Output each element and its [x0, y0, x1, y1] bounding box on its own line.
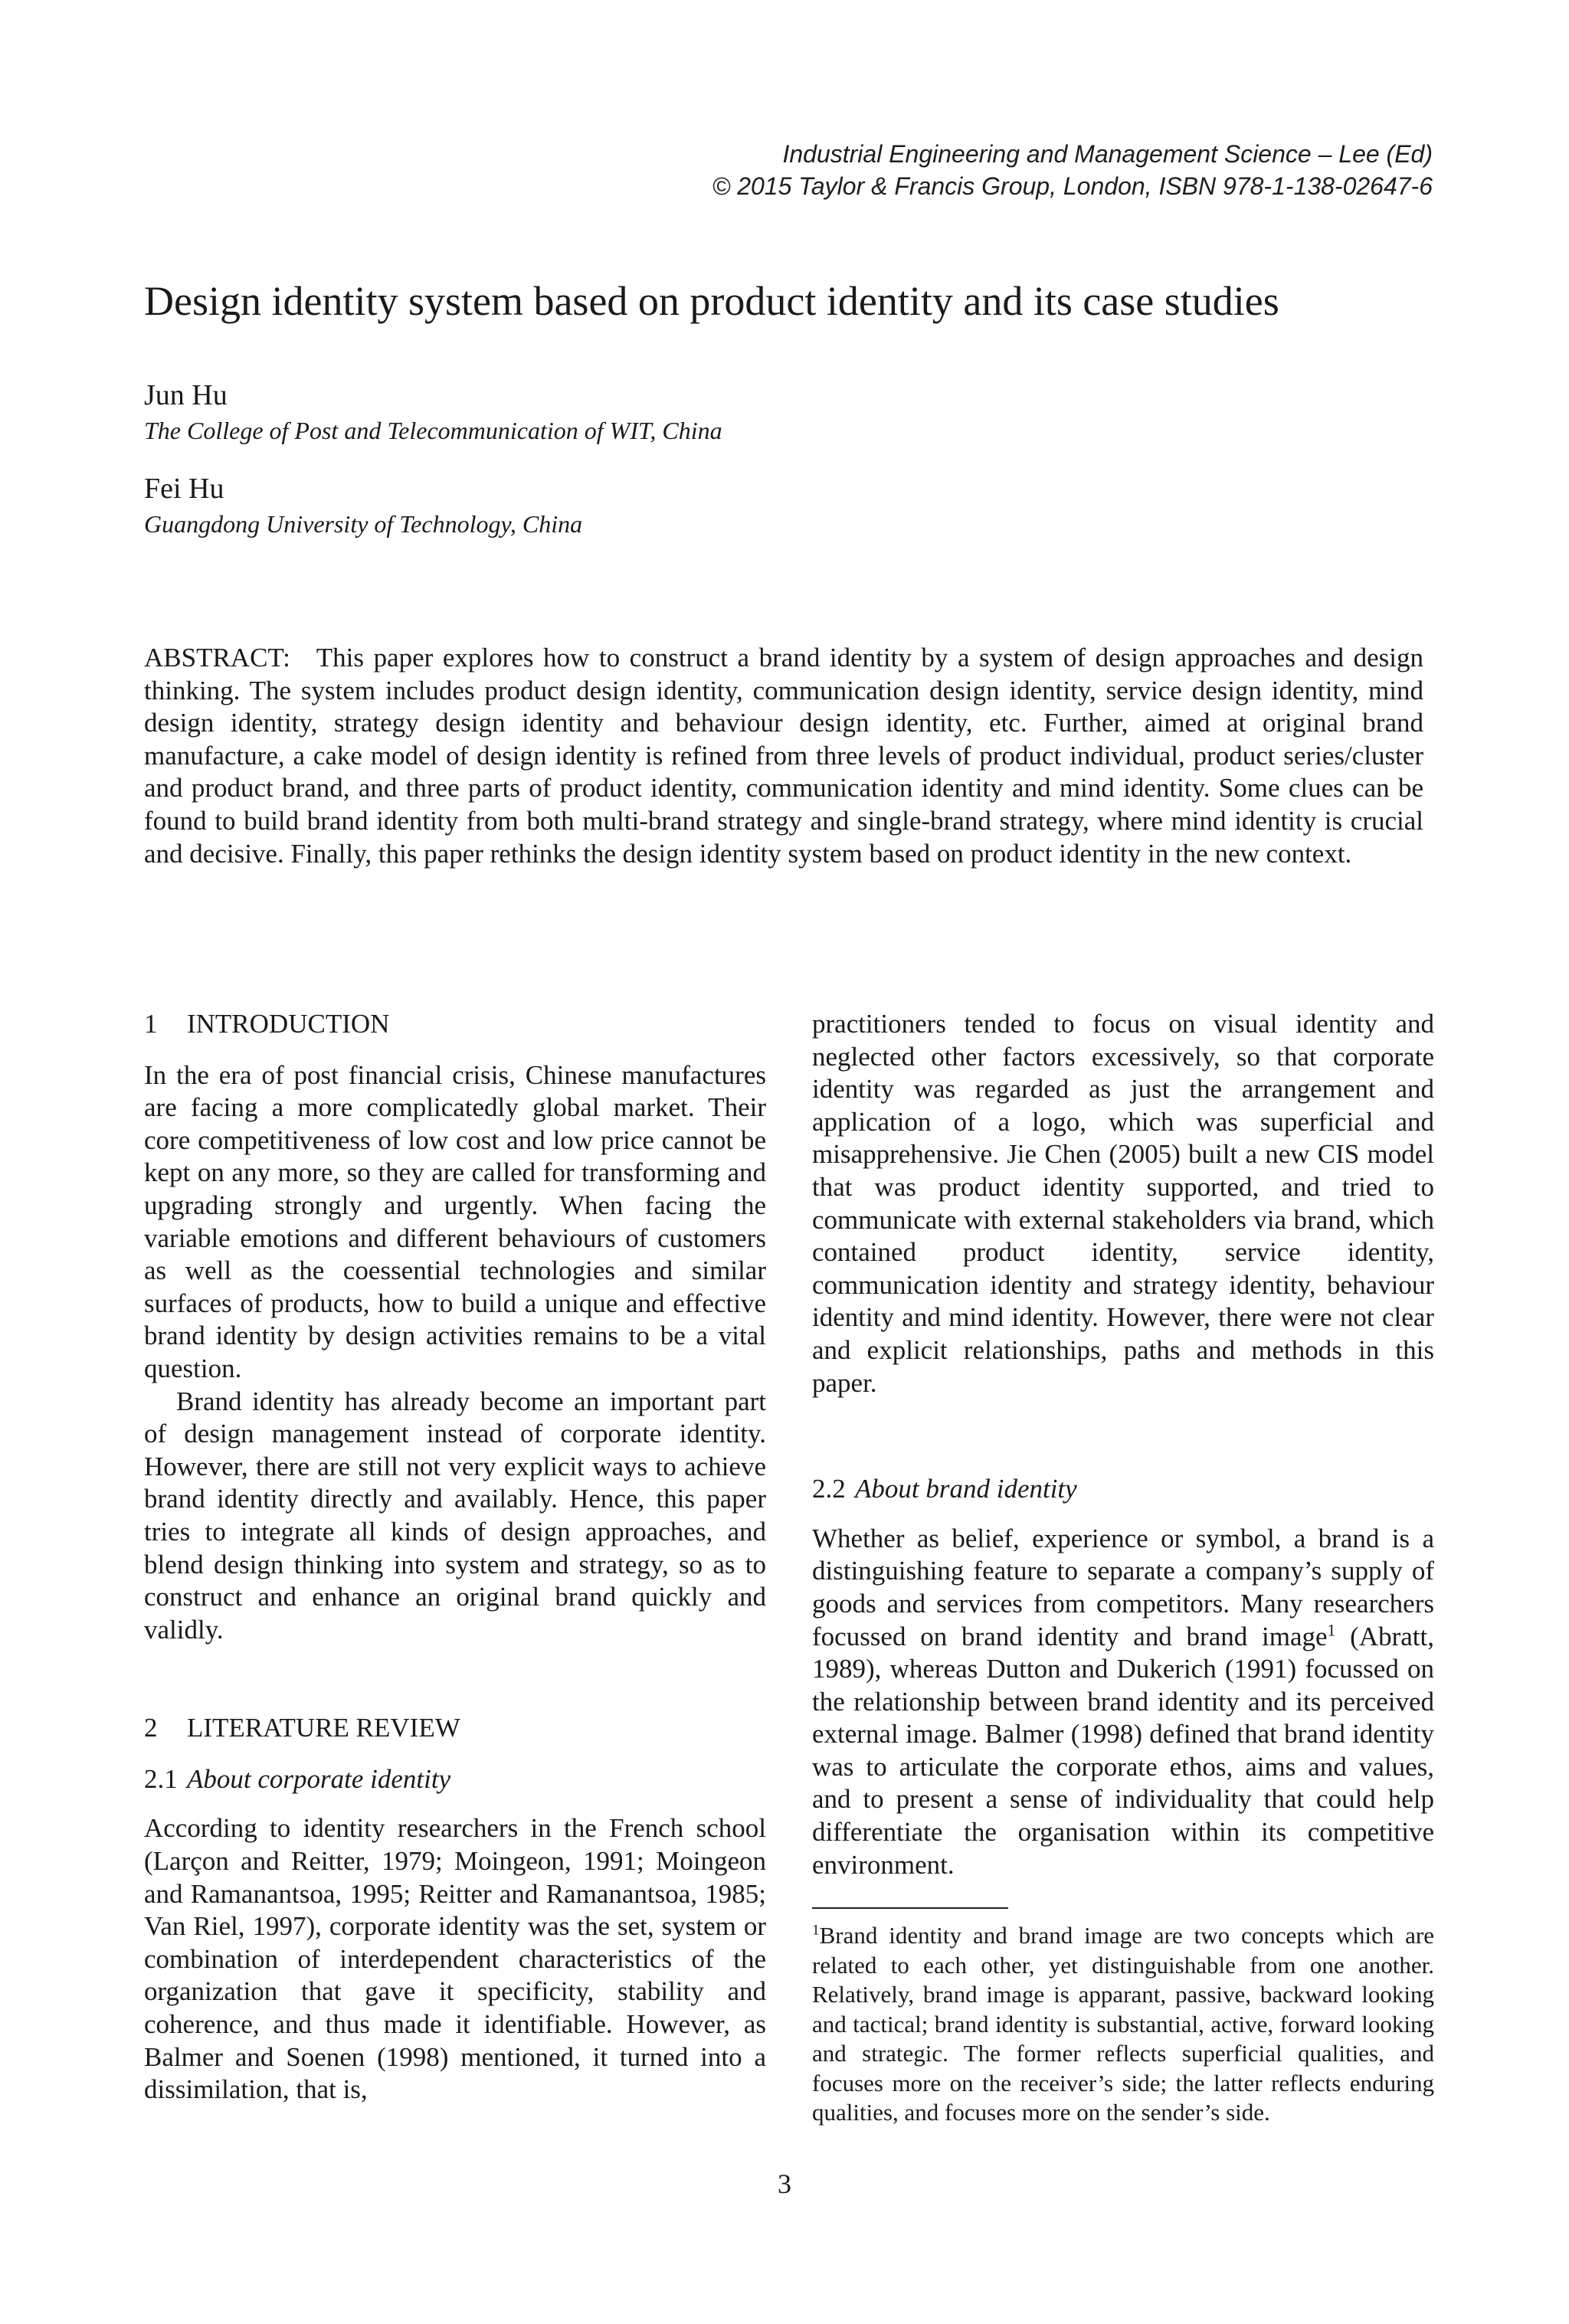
subsection-title: About brand identity: [855, 1474, 1077, 1504]
author-affiliation-1: The College of Post and Telecommunication of WIT, China: [144, 417, 722, 444]
brand-identity-text-a: Whether as belief, experience or symbol, a brand is a distinguishing feature to separate a company’s supply of goods and services from competitors. Many researchers focussed on brand identity and brand image: [812, 1523, 1434, 1651]
right-column: [812, 1008, 1434, 2128]
footnote-text: Brand identity and brand image are two concepts which are related to each other, yet distinguishable from one another. Relatively, brand image is apparant, passive, backward looking and tactical; brand identity is substantial, active, forward looking and strategic. The former reflects superficial qualities, and focuses more on the receiver’s side; the latter reflects enduring qualities, and focuses more on the sender’s side.: [812, 1922, 1434, 2126]
section-heading-introduction: [144, 1008, 766, 1041]
footnote-marker: 1: [812, 1922, 820, 1939]
section-heading-literature-review: [144, 1712, 766, 1745]
page-number: 3: [778, 2169, 791, 2199]
section-title: INTRODUCTION: [187, 1009, 390, 1039]
author-name-1: Jun Hu: [144, 379, 228, 411]
subsection-number: 2.1: [144, 1763, 178, 1794]
subsection-title: About corporate identity: [187, 1763, 451, 1794]
left-column: [144, 1008, 766, 2106]
corporate-identity-paragraph: According to identity researchers in the French school (Larçon and Reitter, 1979; Moingeon, 1991; Moingeon and Ramanantsoa, 1995; Reitter and Ramanantsoa, 1985; Van Riel, 1997), corporate identity was the set, system or combination of interdependent characteristics of the organization that gave it specificity, stability and coherence, and thus made it identifiable. However, as Balmer and Soenen (1998) mentioned, it turned into a dissimilation, that is,: [144, 1813, 766, 2105]
corporate-identity-paragraph-continued: practitioners tended to focus on visual identity and neglected other factors excessively, so that corporate identity was regarded as just the arrangement and application of a logo, which was superficial and misapprehensive. Jie Chen (2005) built a new CIS model that was product identity supported, and tried to communicate with external stakeholders via brand, which contained product identity, service identity, communication identity and strategy identity, behaviour identity and mind identity. However, there were not clear and explicit relationships, paths and methods in this paper.: [812, 1009, 1434, 1398]
subsection-heading-brand-identity: [812, 1473, 1434, 1506]
brand-identity-paragraph: [812, 1523, 1434, 1882]
abstract-label: ABSTRACT:: [144, 643, 290, 673]
abstract: [144, 642, 1423, 870]
subsection-heading-corporate-identity: [144, 1763, 766, 1796]
header-line-2: © 2015 Taylor & Francis Group, London, ISBN 978-1-138-02647-6: [712, 172, 1433, 200]
running-header: [712, 138, 1433, 202]
section-title: LITERATURE REVIEW: [187, 1713, 460, 1743]
intro-paragraph-1: In the era of post financial crisis, Chinese manufactures are facing a more complicatedly global market. Their core competitiveness of low cost and low price cannot be kept on any more, so they are called for transforming and upgrading strongly and urgently. When facing the variable emotions and different behaviours of customers as well as the coessential technologies and similar surfaces of products, how to build a unique and effective brand identity by design activities remains to be a vital question.: [144, 1059, 766, 1383]
footnote-reference: 1: [1327, 1620, 1336, 1639]
section-number: 2: [144, 1713, 158, 1743]
brand-identity-text-b: (Abratt, 1989), whereas Dutton and Dukerich (1991) focussed on the relationship between brand identity and its perceived external image. Balmer (1998) defined that brand identity was to articulate the corporate ethos, aims and values, and to present a sense of individuality that could help differentiate the organisation within its competitive environment.: [812, 1621, 1434, 1880]
intro-paragraph-2: Brand identity has already become an important part of design management instead of corporate identity. However, there are still not very explicit ways to achieve brand identity directly and availably. Hence, this paper tries to integrate all kinds of design approaches, and blend design thinking into system and strategy, so as to construct and enhance an original brand quickly and validly.: [144, 1386, 766, 1645]
subsection-number: 2.2: [812, 1474, 846, 1504]
author-affiliation-2: Guangdong University of Technology, China: [144, 510, 583, 538]
abstract-text: This paper explores how to construct a brand identity by a system of design approaches and design thinking. The system includes product design identity, communication design identity, service design identity, mind design identity, strategy design identity and behaviour design identity, etc. Further, aimed at original brand manufacture, a cake model of design identity is refined from three levels of product individual, product series/cluster and product brand, and three parts of product identity, communication identity and mind identity. Some clues can be found to build brand identity from both multi-brand strategy and single-brand strategy, where mind identity is crucial and decisive. Finally, this paper rethinks the design identity system based on product identity in the new context.: [144, 643, 1423, 869]
header-line-1: Industrial Engineering and Management Science – Lee (Ed): [782, 140, 1433, 168]
footnote: [812, 1921, 1434, 2128]
author-name-2: Fei Hu: [144, 473, 224, 505]
section-number: 1: [144, 1009, 158, 1039]
paper-title: Design identity system based on product identity and its case studies: [144, 278, 1279, 324]
